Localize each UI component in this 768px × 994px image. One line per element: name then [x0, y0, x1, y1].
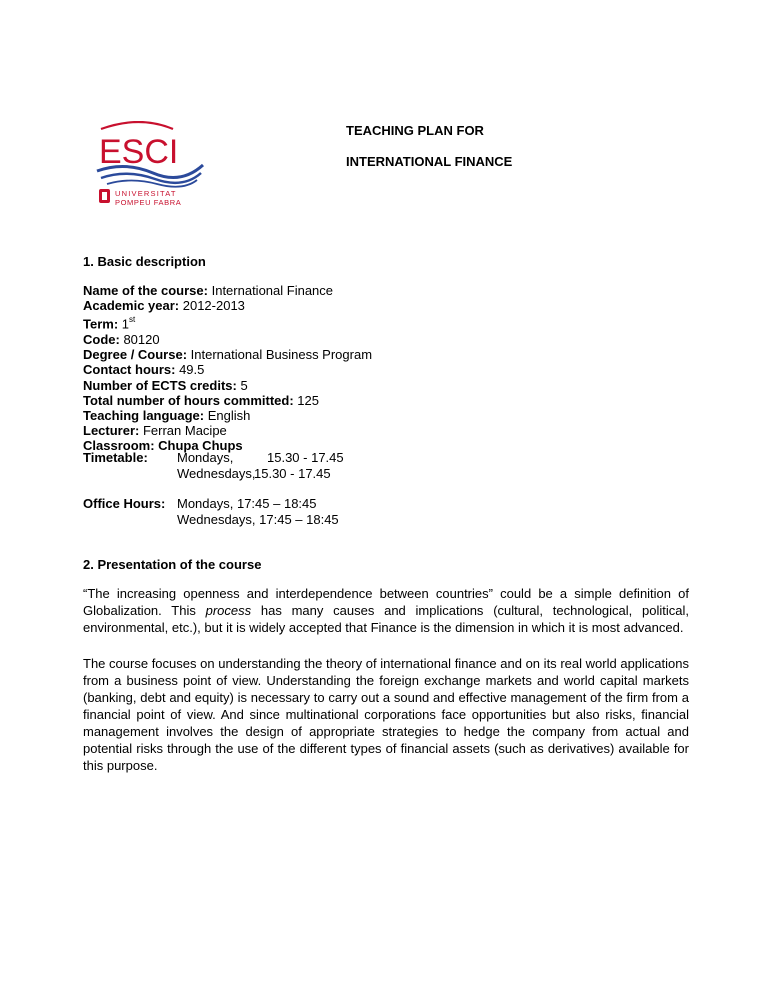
timetable-day-1: Mondays,: [177, 450, 234, 465]
document-title-line2: INTERNATIONAL FINANCE: [346, 154, 513, 169]
university-line1: UNIVERSITAT: [115, 189, 177, 198]
office-hours-label: Office Hours:: [83, 496, 166, 511]
esci-upf-logo: [95, 121, 205, 213]
office-hours-1: Mondays, 17:45 – 18:45: [177, 496, 317, 511]
section-heading-basic-description: 1. Basic description: [83, 254, 206, 269]
document-title-line1: TEACHING PLAN FOR: [346, 123, 484, 138]
timetable-time-1: 15.30 - 17.45: [267, 450, 344, 465]
presentation-paragraph-1: “The increasing openness and interdependence between countries” could be a simple definition of Globalization. This process has many causes and implications (cultural, technological, political, environmental, etc.), but it is widely accepted that Finance is the dimension in which it is most advanced.: [83, 586, 690, 635]
field-contact-hours: Contact hours: 49.5: [83, 362, 205, 378]
field-degree: Degree / Course: International Business Program: [83, 347, 373, 363]
office-hours-2: Wednesdays, 17:45 – 18:45: [177, 512, 339, 527]
field-lecturer: Lecturer: Ferran Macipe: [83, 423, 227, 439]
emphasis-process: process: [205, 603, 252, 618]
university-line2: POMPEU FABRA: [115, 198, 182, 207]
field-course-name: Name of the course: International Finance: [83, 283, 334, 298]
field-classroom: Classroom: Chupa Chups: [83, 438, 243, 454]
timetable-time-2: 15.30 - 17.45: [254, 466, 331, 481]
timetable-label: Timetable:: [83, 450, 148, 465]
timetable-day-2: Wednesdays,: [177, 466, 256, 481]
course-fields: [83, 283, 372, 454]
field-teaching-language: Teaching language: English: [83, 407, 251, 423]
section-heading-presentation: 2. Presentation of the course: [83, 557, 262, 572]
field-ects-credits: Number of ECTS credits: 5: [83, 377, 248, 393]
logo-text: ESCI: [99, 133, 179, 171]
presentation-paragraph-2: The course focuses on understanding the theory of international finance and on its real world applications from a business point of view. Understanding the foreign exchange markets and world capital markets (banking, debt and equity) is necessary to carry out a sound and effective management of the firm from a financial point of view. And since multinational corporations face opportunities but also risks, financial management involves the design of appropriate strategies to hedge the company from actual and potential risks through the use of the different types of financial assets (such as derivatives) available for this purpose.: [83, 656, 689, 773]
field-total-hours: Total number of hours committed: 125: [83, 392, 319, 408]
field-academic-year: Academic year: 2012-2013: [83, 298, 245, 314]
field-term: Term: 1st: [83, 315, 136, 332]
esci-logo-icon: [95, 121, 205, 213]
field-code: Code: 80120: [83, 331, 160, 347]
